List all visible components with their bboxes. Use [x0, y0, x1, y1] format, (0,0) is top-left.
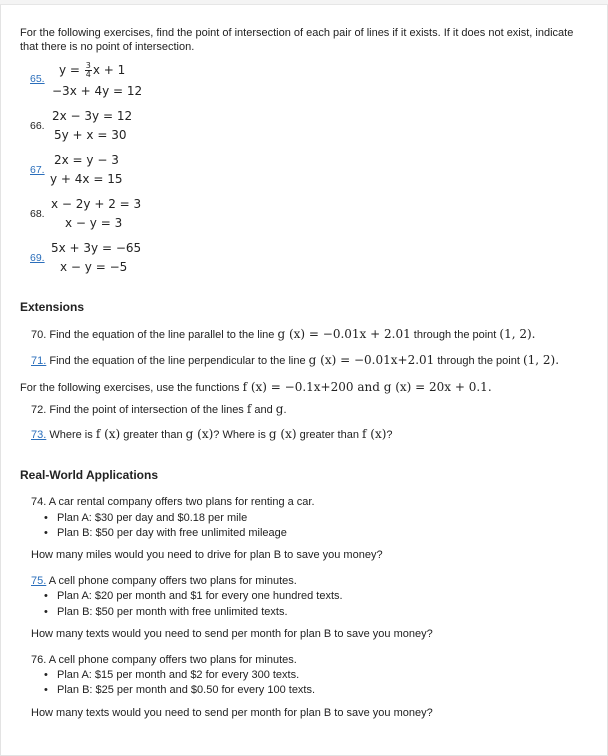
exercise-70-function: g (x) = −0.01x + 2.01 — [277, 327, 411, 341]
exercise-75 — [31, 575, 297, 587]
plan-b-text: Plan B: $25 per month and $0.50 for every 100 texts. — [57, 684, 316, 696]
exercise-73-gx-second: g (x) — [268, 427, 297, 441]
bullet-dot: • — [44, 512, 48, 524]
exercise-73-text3: ? Where is — [213, 429, 269, 441]
exercise-76-number: 76. — [31, 654, 47, 666]
fraction-denominator: 4 — [85, 70, 91, 79]
exercise-72-and: and — [251, 404, 276, 416]
exercise-75-question: How many texts would you need to send per month for plan B to save you money? — [31, 628, 433, 640]
exercise-73-text1: Where is — [46, 429, 96, 441]
exercise-70-mid-text: through the point — [410, 329, 500, 341]
exercise-65-line1 — [59, 62, 125, 79]
exercise-65-number[interactable]: 65. — [30, 73, 45, 85]
function-f: f (x) = −0.1x+200 — [242, 380, 354, 394]
exercise-68-line2: x − y = 3 — [65, 216, 123, 230]
extensions-heading: Extensions — [20, 300, 85, 314]
exercise-71-mid-text: through the point — [434, 355, 523, 367]
exercise-75-text: A cell phone company offers two plans for minutes. — [48, 575, 297, 587]
exercise-67-number[interactable]: 67. — [30, 164, 45, 176]
exercise-73-text5: ? — [386, 429, 393, 441]
exercise-74-text: A car rental company offers two plans for renting a car. — [48, 496, 315, 508]
exercise-72-f: f — [246, 402, 252, 416]
exercise-76-text: A cell phone company offers two plans for minutes. — [48, 654, 297, 666]
exercise-72-text: Find the point of intersection of the lines — [49, 404, 247, 416]
functions-intro — [20, 380, 492, 394]
exercise-70-point: (1, 2). — [499, 327, 536, 341]
exercise-71-function: g (x) = −0.01x+2.01 — [308, 353, 435, 367]
exercise-72 — [31, 402, 287, 416]
functions-intro-and: and — [353, 380, 384, 394]
exercise-71 — [31, 353, 559, 367]
exercise-67-line1: 2x = y − 3 — [54, 153, 119, 167]
exercise-68-line1: x − 2y + 2 = 3 — [51, 197, 142, 211]
exercise-69-number[interactable]: 69. — [30, 252, 45, 264]
exercise-76-plan-b — [44, 684, 315, 696]
exercise-72-end: . — [283, 404, 287, 416]
exercise-73-number[interactable]: 73. — [31, 429, 47, 441]
exercise-73 — [31, 427, 393, 441]
exercise-73-gx: g (x) — [185, 427, 214, 441]
exercise-66-line1: 2x − 3y = 12 — [52, 109, 133, 123]
exercise-68-number: 68. — [30, 208, 45, 220]
real-world-heading: Real-World Applications — [20, 468, 159, 482]
exercise-66-line2: 5y + x = 30 — [54, 128, 127, 142]
exercise-73-text2: greater than — [120, 429, 186, 441]
exercise-73-fx-second: f (x) — [362, 427, 387, 441]
exercise-76 — [31, 654, 297, 666]
exercise-65-line1-rhs: x + 1 — [92, 63, 126, 77]
exercise-74-plan-a — [44, 512, 247, 524]
plan-a-text: Plan A: $20 per month and $1 for every one hundred texts. — [57, 590, 343, 602]
fraction-numerator: 3 — [85, 61, 91, 70]
plan-b-text: Plan B: $50 per month with free unlimited texts. — [57, 606, 288, 618]
bullet-dot: • — [44, 669, 48, 681]
functions-intro-text: For the following exercises, use the functions — [20, 382, 243, 394]
exercise-70 — [31, 327, 536, 341]
plan-a-text: Plan A: $30 per day and $0.18 per mile — [57, 512, 248, 524]
exercise-69-line2: x − y = −5 — [60, 260, 128, 274]
bullet-dot: • — [44, 684, 48, 696]
exercise-74-question: How many miles would you need to drive for plan B to save you money? — [31, 549, 383, 561]
exercise-75-number[interactable]: 75. — [31, 575, 47, 587]
exercise-74-number: 74. — [31, 496, 47, 508]
exercise-65-line1-lhs: y = — [59, 63, 84, 77]
plan-b-text: Plan B: $50 per day with free unlimited mileage — [57, 527, 287, 539]
exercise-76-question: How many texts would you need to send per month for plan B to save you money? — [31, 707, 433, 719]
exercise-69-line1: 5x + 3y = −65 — [51, 241, 142, 255]
exercise-65-line2: −3x + 4y = 12 — [52, 84, 143, 98]
bullet-dot: • — [44, 606, 48, 618]
exercise-74 — [31, 496, 315, 508]
exercise-72-g: g — [275, 402, 284, 416]
exercise-74-plan-b — [44, 527, 287, 539]
bullet-dot: • — [44, 590, 48, 602]
exercise-71-number[interactable]: 71. — [31, 355, 47, 367]
intersection-instructions: For the following exercises, find the point of intersection of each pair of lines if it exists. If it does not exist, indicate that there is no point of intersection. — [20, 27, 574, 53]
exercise-75-plan-a — [44, 590, 343, 602]
exercise-73-text4: greater than — [296, 429, 362, 441]
plan-a-text: Plan A: $15 per month and $2 for every 300 texts. — [57, 669, 300, 681]
exercise-67-line2: y + 4x = 15 — [50, 172, 123, 186]
exercise-76-plan-a — [44, 669, 299, 681]
bullet-dot: • — [44, 527, 48, 539]
exercise-75-plan-b — [44, 606, 288, 618]
top-strip — [0, 0, 608, 5]
exercise-73-fx: f (x) — [95, 427, 121, 441]
exercise-70-text: Find the equation of the line parallel to the line — [49, 329, 278, 341]
exercise-72-number: 72. — [31, 404, 47, 416]
exercise-71-point: (1, 2). — [522, 353, 560, 367]
exercise-70-number: 70. — [31, 329, 47, 341]
exercise-71-text: Find the equation of the line perpendicular to the line — [49, 355, 309, 367]
function-g: g (x) = 20x + 0.1. — [383, 380, 492, 394]
exercise-66-number: 66. — [30, 120, 45, 132]
fraction — [85, 62, 92, 79]
